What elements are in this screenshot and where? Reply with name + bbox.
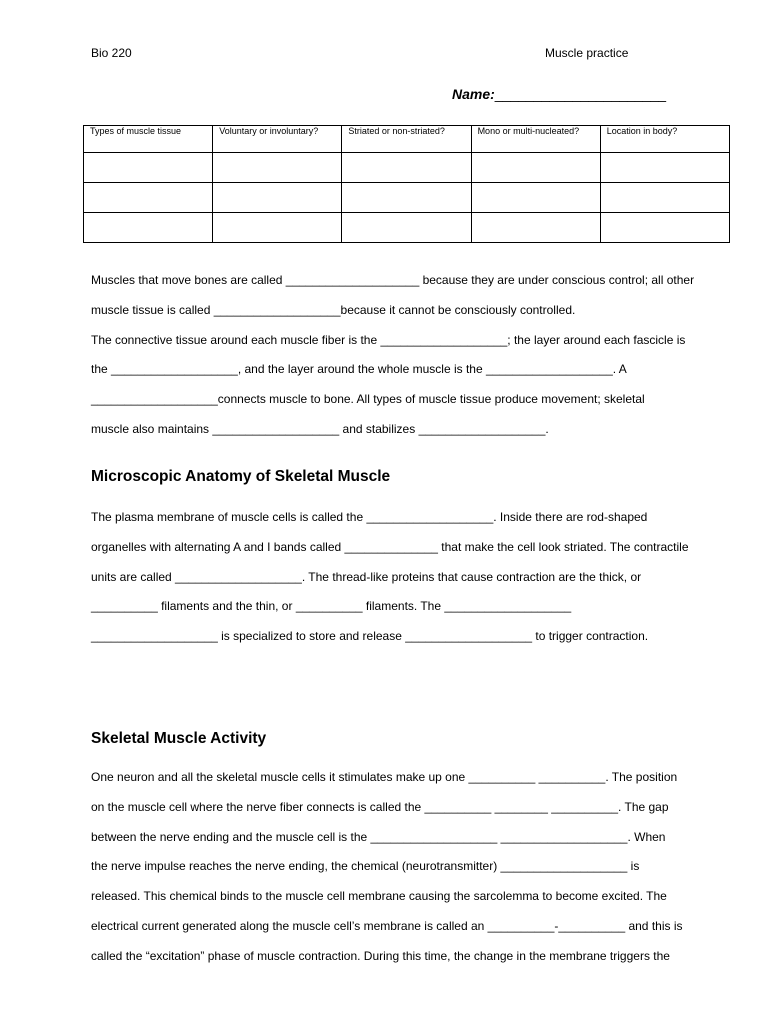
table-cell[interactable] <box>342 213 471 243</box>
table-cell[interactable] <box>600 213 729 243</box>
name-label: Name: <box>452 86 495 102</box>
column-header: Types of muscle tissue <box>84 126 213 153</box>
column-header: Striated or non-striated? <box>342 126 471 153</box>
name-field[interactable] <box>452 86 666 102</box>
microscopic-paragraph <box>91 503 731 652</box>
table-cell[interactable] <box>342 183 471 213</box>
column-header: Location in body? <box>600 126 729 153</box>
text-line: electrical current generated along the muscle cell’s membrane is called an __________-__________ and this is <box>91 918 683 933</box>
table-cell[interactable] <box>600 183 729 213</box>
table-cell[interactable] <box>84 153 213 183</box>
text-line: muscle also maintains ___________________ and stabilizes ___________________. <box>91 421 549 436</box>
table-cell[interactable] <box>213 213 342 243</box>
text-line: The plasma membrane of muscle cells is called the ___________________. Inside there are rod-shaped <box>91 510 648 524</box>
table-cell[interactable] <box>471 213 600 243</box>
worksheet-title: Muscle practice <box>545 46 629 60</box>
table-row <box>84 213 730 243</box>
column-header: Mono or multi-nucleated? <box>471 126 600 153</box>
text-line: units are called ___________________. The thread-like proteins that cause contraction are the thick, or <box>91 569 642 584</box>
text-line: ___________________connects muscle to bone. All types of muscle tissue produce movement; skeletal <box>91 392 645 407</box>
table-cell[interactable] <box>213 183 342 213</box>
table-cell[interactable] <box>84 183 213 213</box>
text-line: organelles with alternating A and I bands called ______________ that make the cell look striated. The contractile <box>91 539 689 554</box>
intro-paragraph <box>91 266 731 445</box>
text-line: Muscles that move bones are called ____________________ because they are under conscious control; all other <box>91 273 695 287</box>
text-line: the ___________________, and the layer around the whole muscle is the ___________________. A <box>91 362 627 377</box>
muscle-tissue-table <box>83 125 730 243</box>
text-line: the nerve impulse reaches the nerve ending, the chemical (neurotransmitter) ___________________ is <box>91 859 640 874</box>
table-cell[interactable] <box>213 153 342 183</box>
table-cell[interactable] <box>471 183 600 213</box>
table-cell[interactable] <box>471 153 600 183</box>
text-line: The connective tissue around each muscle fiber is the ___________________; the layer around each fascicle is <box>91 332 686 347</box>
text-line: __________ filaments and the thin, or __________ filaments. The ___________________ <box>91 599 572 614</box>
activity-paragraph <box>91 763 731 972</box>
section-heading-microscopic: Microscopic Anatomy of Skeletal Muscle <box>91 468 391 485</box>
table-cell[interactable] <box>84 213 213 243</box>
table-cell[interactable] <box>600 153 729 183</box>
text-line: released. This chemical binds to the muscle cell membrane causing the sarcolemma to become excited. The <box>91 889 667 904</box>
section-heading-activity: Skeletal Muscle Activity <box>91 730 267 747</box>
text-line: ___________________ is specialized to store and release ___________________ to trigger contraction. <box>91 629 649 644</box>
text-line: on the muscle cell where the nerve fiber connects is called the __________ ________ __________. The gap <box>91 799 669 814</box>
text-line: muscle tissue is called ___________________because it cannot be consciously controlled. <box>91 302 576 317</box>
text-line: called the “excitation” phase of muscle contraction. During this time, the change in the membrane triggers the <box>91 948 670 963</box>
name-blank[interactable]: ______________________ <box>494 86 667 102</box>
table-cell[interactable] <box>342 153 471 183</box>
column-header: Voluntary or involuntary? <box>213 126 342 153</box>
text-line: One neuron and all the skeletal muscle cells it stimulates make up one __________ __________. The position <box>91 770 678 784</box>
table-header-row <box>84 126 730 153</box>
table-row <box>84 183 730 213</box>
text-line: between the nerve ending and the muscle cell is the ___________________ ___________________. When <box>91 829 666 844</box>
table-row <box>84 153 730 183</box>
course-label: Bio 220 <box>91 46 132 60</box>
